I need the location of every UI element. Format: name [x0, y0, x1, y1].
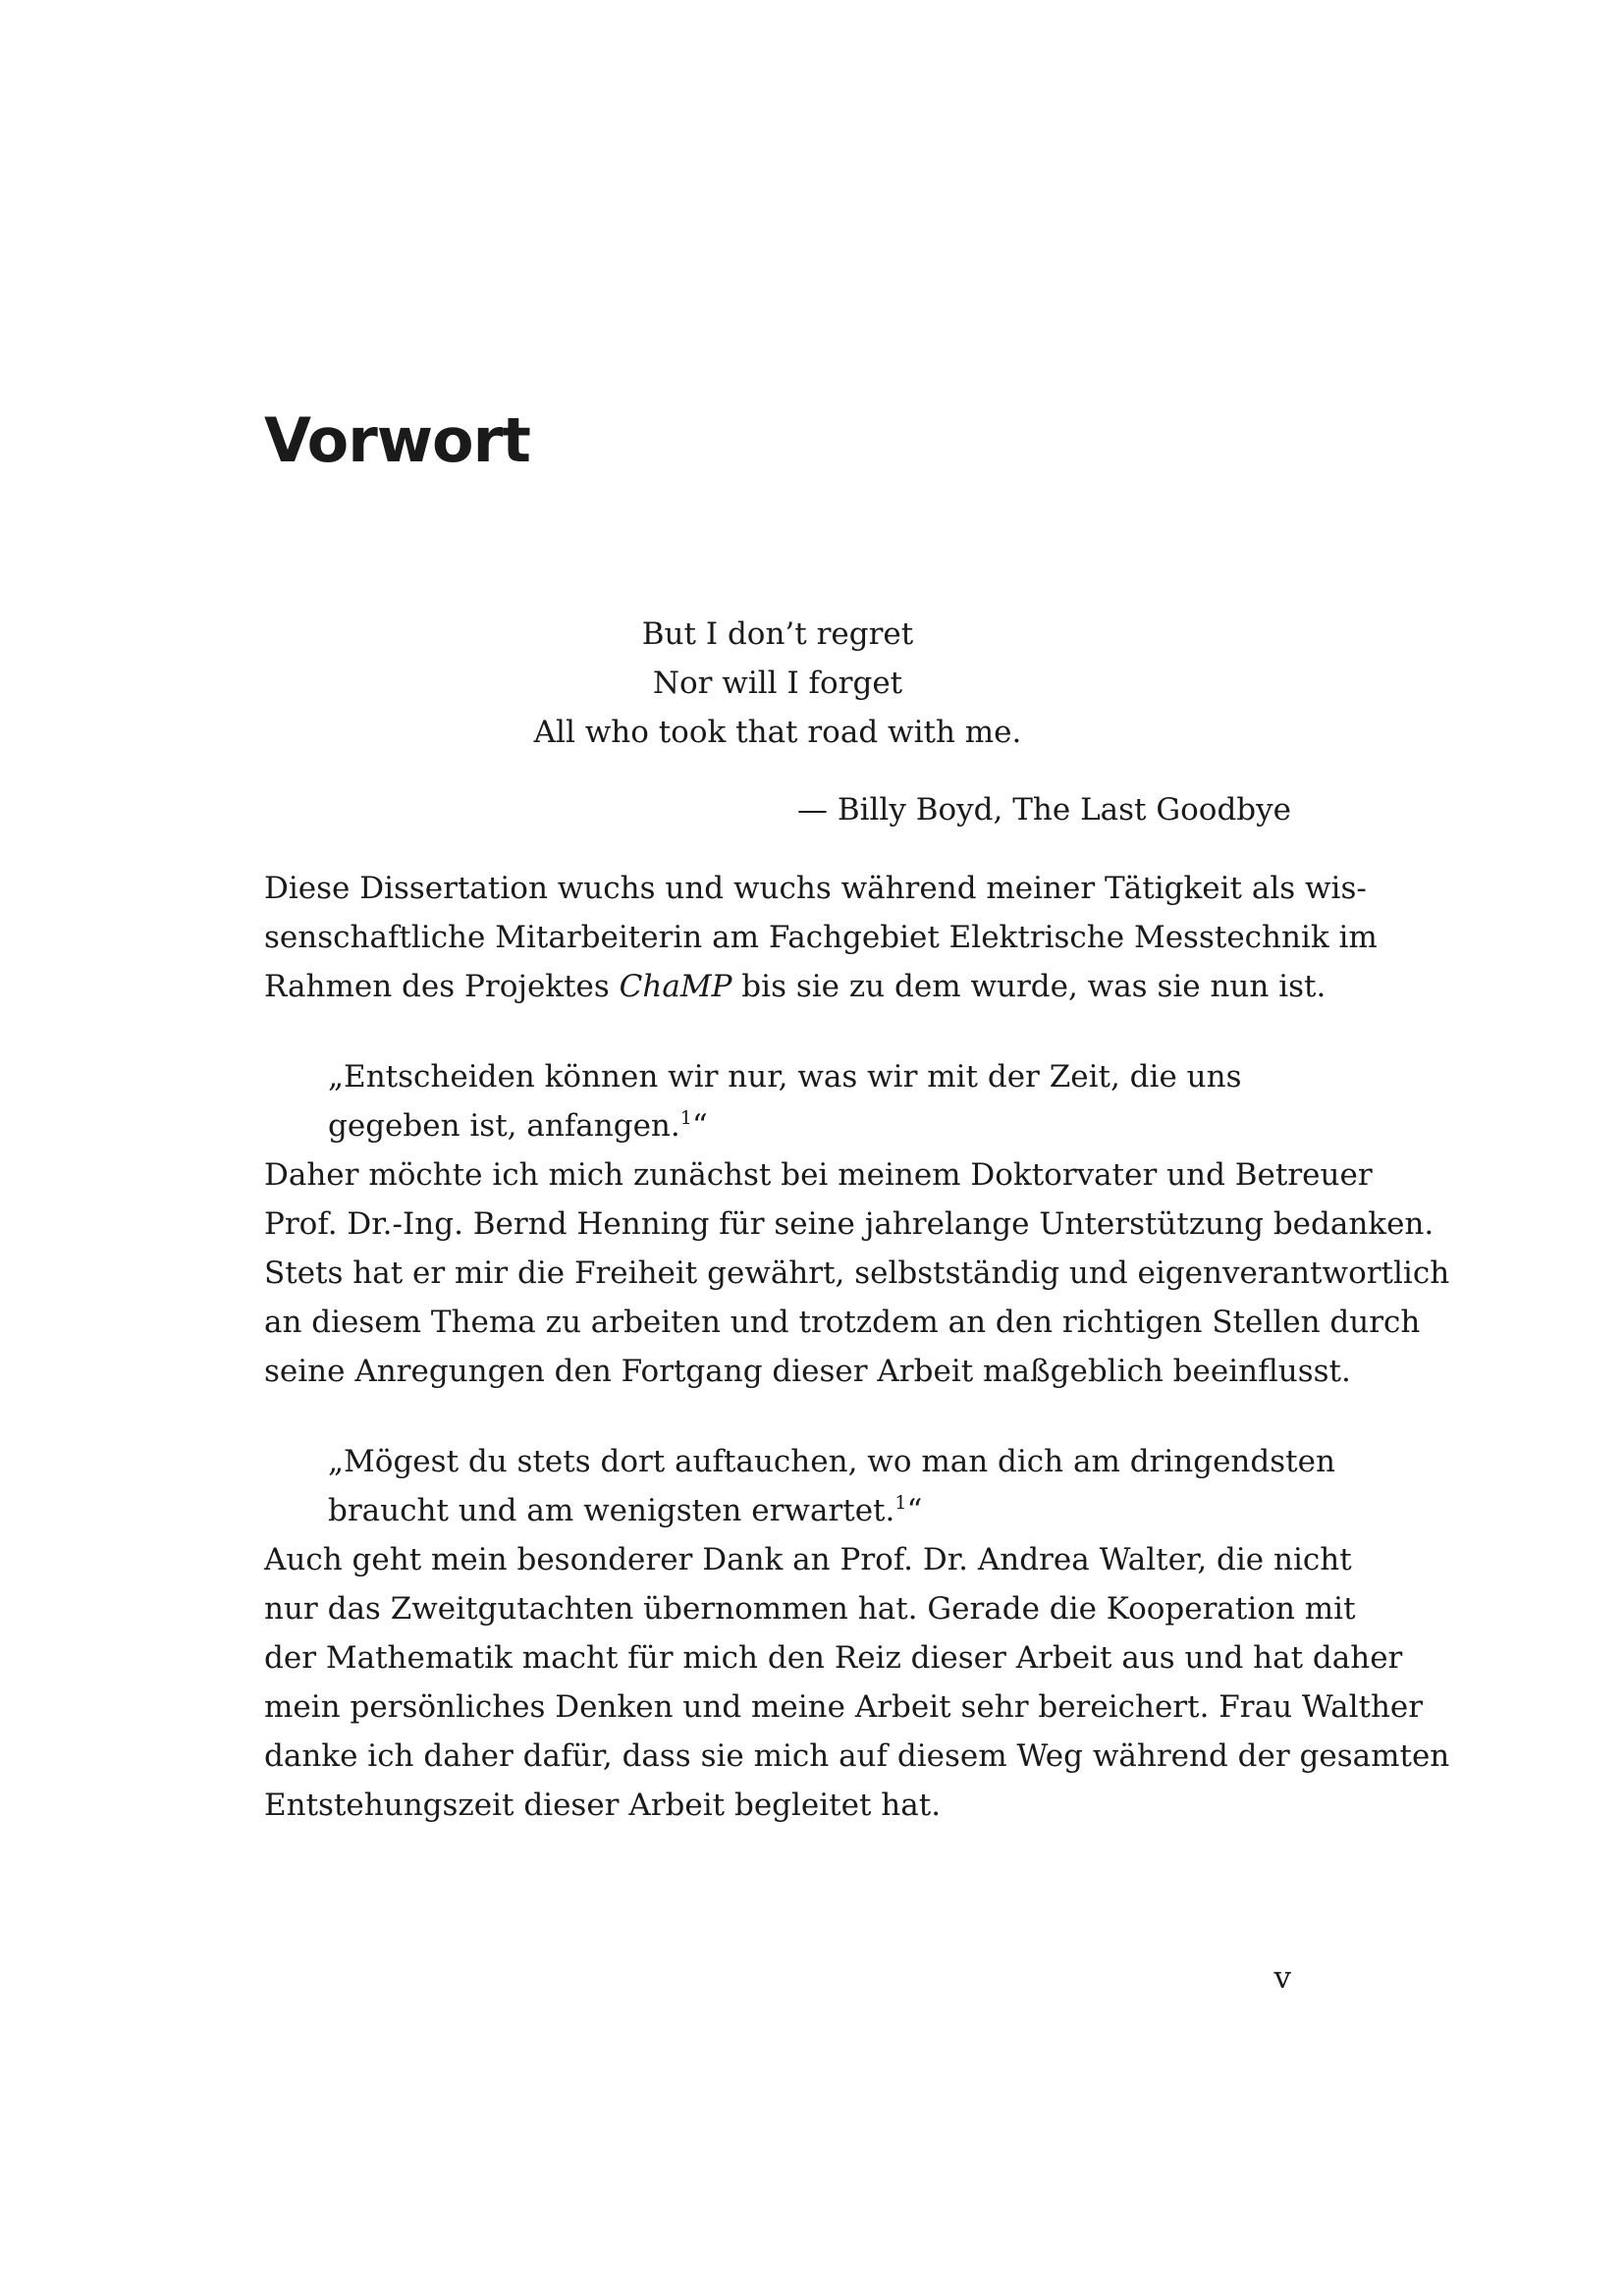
paragraph-text: bis sie zu dem wurde, was sie nun ist. — [731, 969, 1326, 1004]
paragraph-line: Daher möchte ich mich zunächst bei meinem Doktorvater und Betreuer — [264, 1157, 1373, 1193]
closing-quote-mark: “ — [691, 1108, 708, 1144]
paragraph-line: danke ich daher dafür, dass sie mich auf diesem Weg während der gesamten — [264, 1738, 1450, 1774]
paragraph-line: seine Anregungen den Fortgang dieser Arbeit maßgeblich beeinflusst. — [264, 1354, 1351, 1389]
paragraph-line: mein persönliches Denken und meine Arbeit sehr bereichert. Frau Walther — [264, 1689, 1424, 1725]
footnote-marker[interactable]: 1 — [679, 1107, 692, 1129]
quote-line: „Mögest du stets dort auftauchen, wo man dich am dringendsten — [328, 1444, 1335, 1479]
quote-line — [328, 1101, 1231, 1150]
quote-line: „Entscheiden können wir nur, was wir mit der Zeit, die uns — [328, 1059, 1242, 1095]
paragraph-advisor — [264, 1150, 1450, 1396]
paragraph-line — [264, 962, 1326, 1011]
epigraph-attribution: — Billy Boyd, The Last Goodbye — [796, 792, 1291, 828]
paragraph-line: senschaftliche Mitarbeiterin am Fachgebiet Elektrische Messtechnik im — [264, 920, 1378, 955]
chapter-title: Vorwort — [264, 404, 530, 476]
paragraph-second-reviewer — [264, 1535, 1450, 1830]
paragraph-text: Rahmen des Projektes — [264, 969, 620, 1004]
paragraph-line: der Mathematik macht für mich den Reiz dieser Arbeit aus und hat daher — [264, 1640, 1403, 1676]
epigraph-line: But I don’t regret — [641, 616, 914, 652]
paragraph-line: Entstehungszeit dieser Arbeit begleitet hat. — [264, 1788, 942, 1823]
paragraph-intro — [264, 864, 1378, 1011]
paragraph-line: Auch geht mein besonderer Dank an Prof. Dr. Andrea Walter, die nicht — [264, 1542, 1352, 1577]
epigraph-line: Nor will I forget — [652, 666, 903, 701]
paragraph-line: Diese Dissertation wuchs und wuchs während meiner Tätigkeit als wis- — [264, 871, 1367, 906]
quote-block — [328, 1052, 1242, 1150]
footnote-marker[interactable]: 1 — [894, 1492, 907, 1514]
paragraph-line: Stets hat er mir die Freiheit gewährt, selbstständig und eigenverantwortlich — [264, 1255, 1450, 1291]
quote-text: gegeben ist, anfangen. — [328, 1108, 680, 1144]
project-name: ChaMP — [619, 969, 732, 1004]
quote-block — [328, 1437, 1335, 1535]
paragraph-line: nur das Zweitgutachten übernommen hat. Gerade die Kooperation mit — [264, 1591, 1356, 1627]
epigraph-line: All who took that road with me. — [533, 715, 1022, 750]
paragraph-line: an diesem Thema zu arbeiten und trotzdem an den richtigen Stellen durch — [264, 1305, 1421, 1340]
quote-text: braucht und am wenigsten erwartet. — [328, 1493, 895, 1528]
epigraph — [264, 610, 1291, 757]
paragraph-line: Prof. Dr.-Ing. Bernd Henning für seine jahrelange Unterstützung bedanken. — [264, 1206, 1435, 1242]
closing-quote-mark: “ — [906, 1493, 923, 1528]
page-number: v — [1273, 1960, 1291, 1996]
quote-line — [328, 1486, 1231, 1535]
